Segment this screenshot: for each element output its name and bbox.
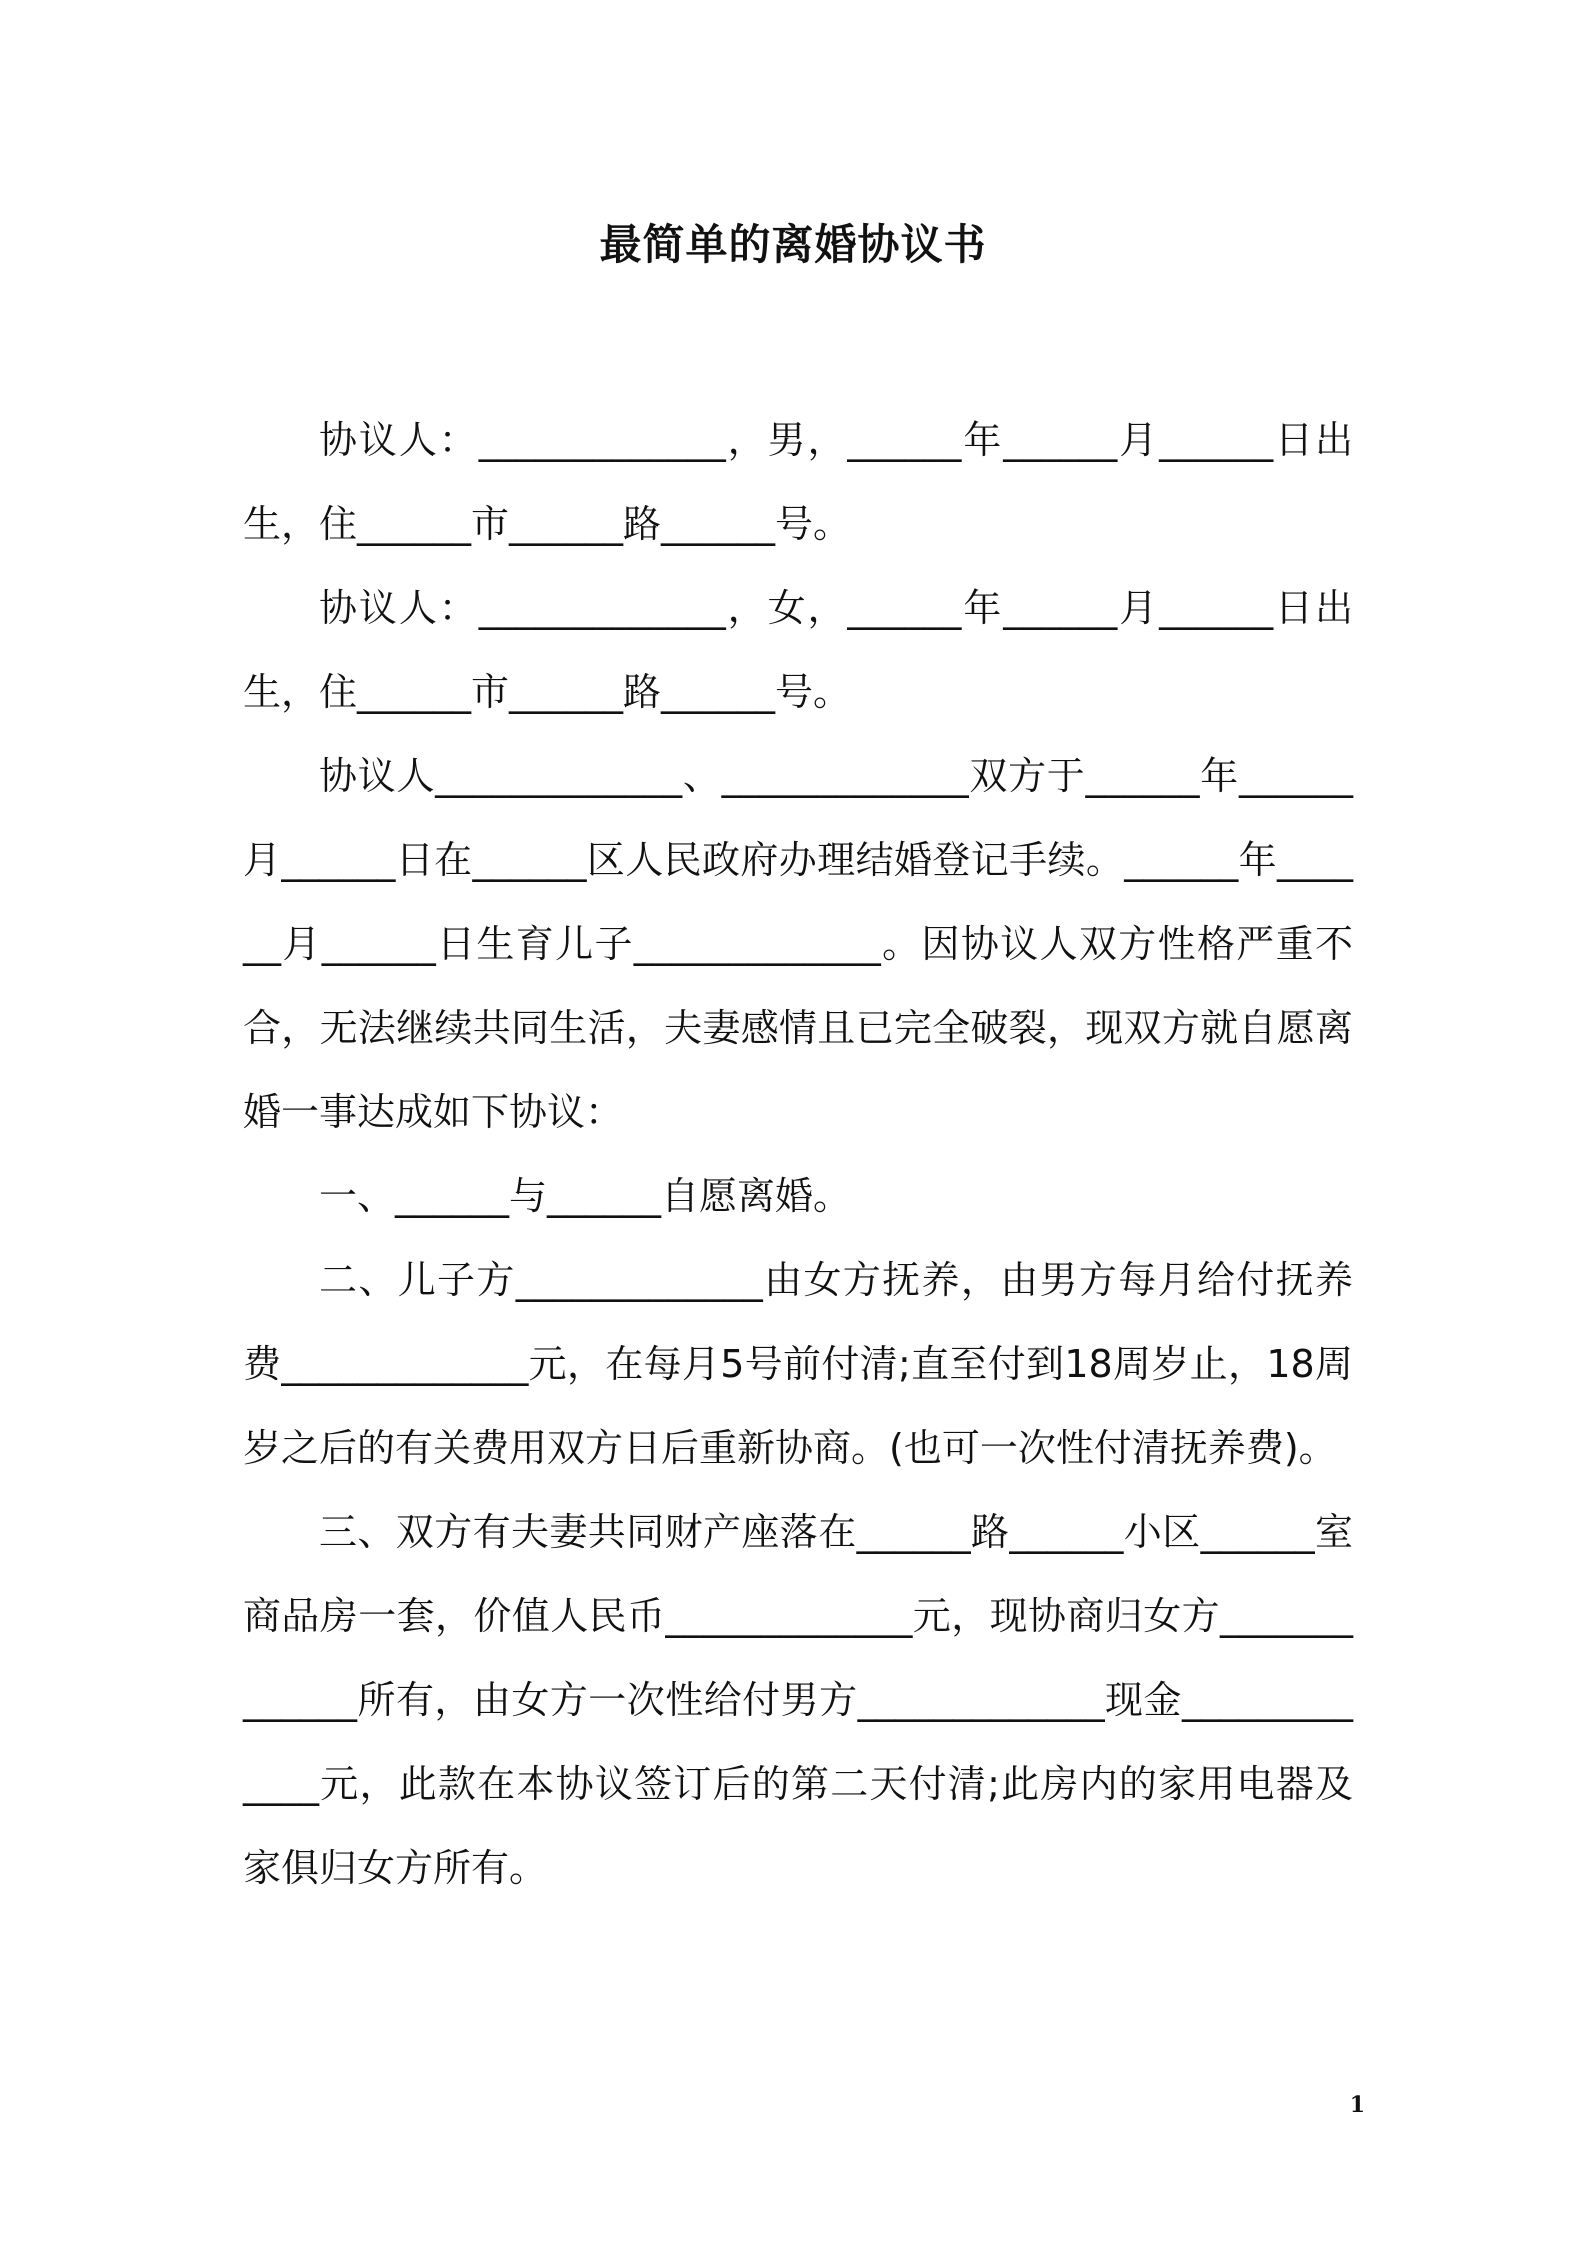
document-body [243, 398, 1353, 1910]
paragraph-clause-1: 一、______与______自愿离婚。 [319, 1174, 852, 1218]
paragraph-clause-2: 二、儿子方_____________由女方抚养，由男方每月给付抚养费_____________元，在每月5号前付清;直至付到18周岁止，18周岁之后的有关费用双方日后重新协商。(也可一次性付清抚养费)。 [243, 1258, 1353, 1470]
paragraph-marriage-background: 协议人_____________、_____________双方于______年______月______日在______区人民政府办理结婚登记手续。______年______月______日生育儿子_____________。因协议人双方性格严重不合，无法继续共同生活，夫妻感情且已完全破裂，现双方就自愿离婚一事达成如下协议： [243, 754, 1353, 1134]
paragraph-party-female: 协议人：_____________，女，______年______月______日出生，住______市______路______号。 [243, 586, 1353, 714]
page-number: 1 [1349, 2092, 1365, 2118]
paragraph-party-male: 协议人：_____________，男，______年______月______日出生，住______市______路______号。 [243, 418, 1353, 546]
document-title: 最简单的离婚协议书 [599, 220, 987, 269]
paragraph-clause-3: 三、双方有夫妻共同财产座落在______路______小区______室商品房一套，价值人民币_____________元，现协商归女方_____________所有，由女方一次性给付男方_____________现金_____________元，此款在本协议签订后的第二天付清;此房内的家用电器及家俱归女方所有。 [243, 1510, 1353, 1890]
